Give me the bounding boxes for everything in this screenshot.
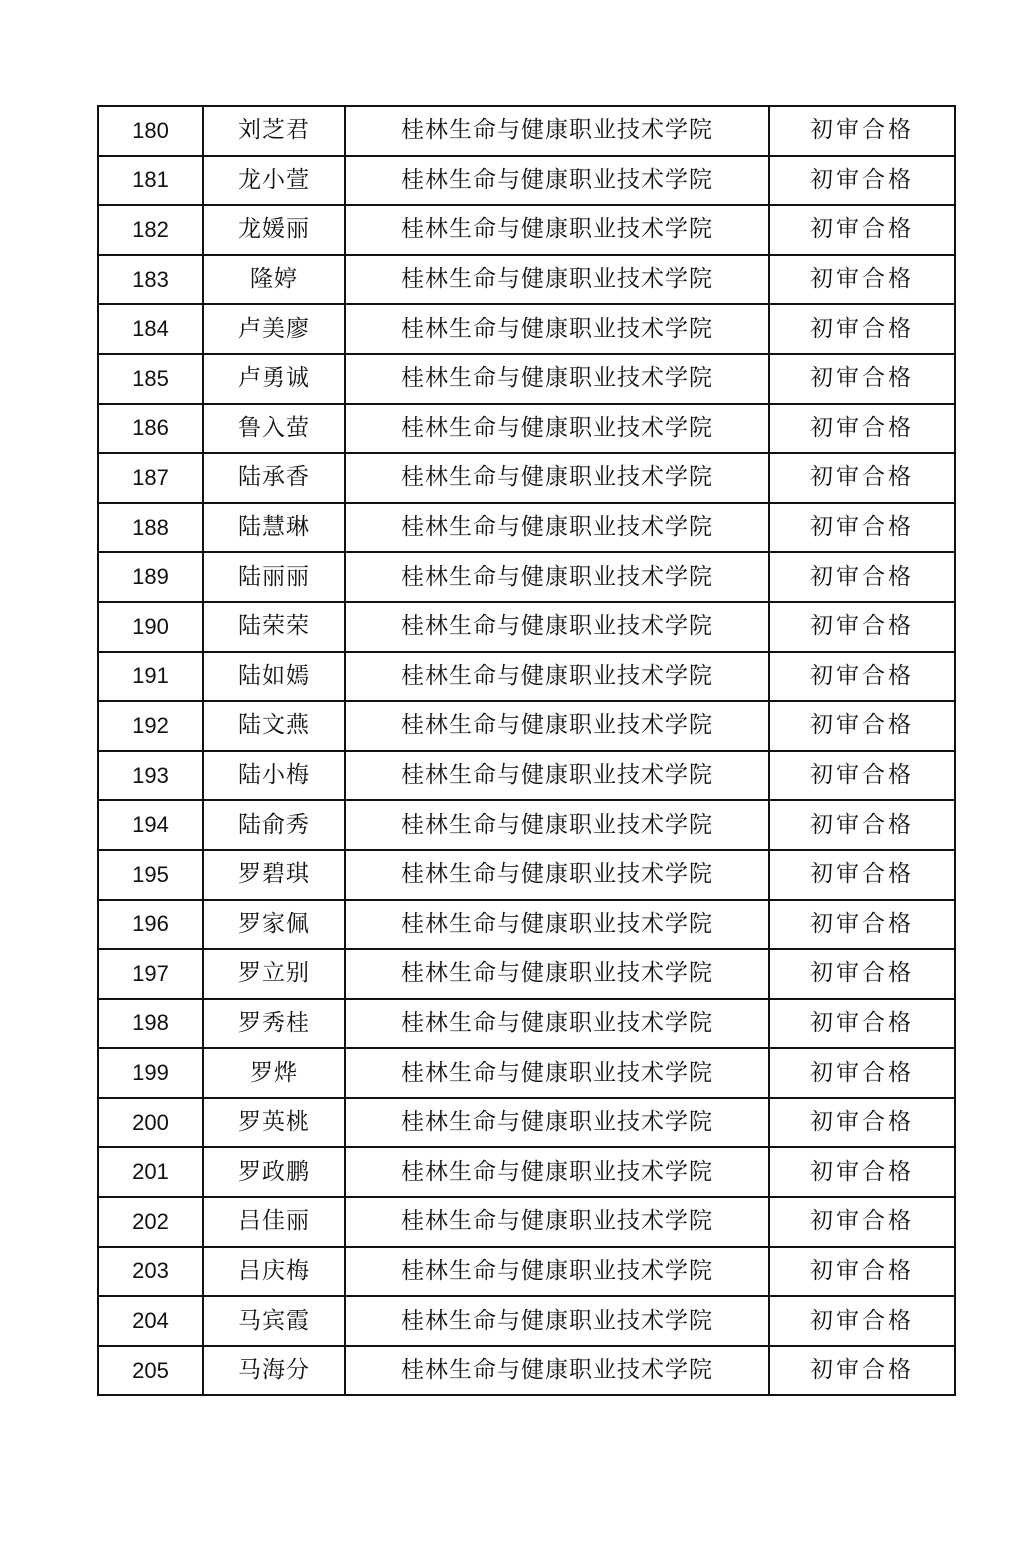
review-status: 初审合格 — [769, 900, 955, 950]
table-row — [98, 1098, 955, 1148]
candidate-name: 龙小萱 — [203, 156, 345, 206]
review-status: 初审合格 — [769, 1247, 955, 1297]
review-status: 初审合格 — [769, 999, 955, 1049]
table-row — [98, 1247, 955, 1297]
row-number: 193 — [98, 751, 203, 801]
row-number: 200 — [98, 1098, 203, 1148]
table-row — [98, 453, 955, 503]
review-status: 初审合格 — [769, 453, 955, 503]
review-status: 初审合格 — [769, 156, 955, 206]
school-name: 桂林生命与健康职业技术学院 — [345, 900, 769, 950]
candidate-name: 陆俞秀 — [203, 800, 345, 850]
school-name: 桂林生命与健康职业技术学院 — [345, 1247, 769, 1297]
school-name: 桂林生命与健康职业技术学院 — [345, 949, 769, 999]
school-name: 桂林生命与健康职业技术学院 — [345, 503, 769, 553]
row-number: 181 — [98, 156, 203, 206]
school-name: 桂林生命与健康职业技术学院 — [345, 156, 769, 206]
school-name: 桂林生命与健康职业技术学院 — [345, 602, 769, 652]
review-status: 初审合格 — [769, 1296, 955, 1346]
school-name: 桂林生命与健康职业技术学院 — [345, 1197, 769, 1247]
candidate-name: 吕佳丽 — [203, 1197, 345, 1247]
review-status: 初审合格 — [769, 949, 955, 999]
table-row — [98, 354, 955, 404]
table-row — [98, 1147, 955, 1197]
candidate-name: 罗碧琪 — [203, 850, 345, 900]
school-name: 桂林生命与健康职业技术学院 — [345, 552, 769, 602]
row-number: 204 — [98, 1296, 203, 1346]
table-row — [98, 999, 955, 1049]
row-number: 205 — [98, 1346, 203, 1396]
candidate-name: 刘芝君 — [203, 106, 345, 156]
school-name: 桂林生命与健康职业技术学院 — [345, 205, 769, 255]
table-row — [98, 652, 955, 702]
review-status: 初审合格 — [769, 850, 955, 900]
candidate-name: 卢勇诚 — [203, 354, 345, 404]
school-name: 桂林生命与健康职业技术学院 — [345, 751, 769, 801]
row-number: 186 — [98, 404, 203, 454]
review-status: 初审合格 — [769, 602, 955, 652]
review-status: 初审合格 — [769, 1098, 955, 1148]
row-number: 187 — [98, 453, 203, 503]
candidate-name: 罗家佩 — [203, 900, 345, 950]
table-row — [98, 503, 955, 553]
school-name: 桂林生命与健康职业技术学院 — [345, 999, 769, 1049]
table-row — [98, 106, 955, 156]
review-status: 初审合格 — [769, 1346, 955, 1396]
candidate-name: 马海分 — [203, 1346, 345, 1396]
review-status: 初审合格 — [769, 1197, 955, 1247]
school-name: 桂林生命与健康职业技术学院 — [345, 652, 769, 702]
row-number: 191 — [98, 652, 203, 702]
table-row — [98, 751, 955, 801]
school-name: 桂林生命与健康职业技术学院 — [345, 304, 769, 354]
candidate-name: 陆承香 — [203, 453, 345, 503]
school-name: 桂林生命与健康职业技术学院 — [345, 1098, 769, 1148]
candidate-name: 陆慧琳 — [203, 503, 345, 553]
school-name: 桂林生命与健康职业技术学院 — [345, 453, 769, 503]
candidate-table-body — [98, 106, 955, 1395]
candidate-name: 罗立别 — [203, 949, 345, 999]
candidate-name: 陆小梅 — [203, 751, 345, 801]
row-number: 196 — [98, 900, 203, 950]
review-status: 初审合格 — [769, 503, 955, 553]
table-row — [98, 1197, 955, 1247]
row-number: 185 — [98, 354, 203, 404]
review-status: 初审合格 — [769, 404, 955, 454]
row-number: 201 — [98, 1147, 203, 1197]
row-number: 189 — [98, 552, 203, 602]
table-row — [98, 1296, 955, 1346]
row-number: 182 — [98, 205, 203, 255]
candidate-name: 龙媛丽 — [203, 205, 345, 255]
candidate-name: 罗英桃 — [203, 1098, 345, 1148]
row-number: 198 — [98, 999, 203, 1049]
review-status: 初审合格 — [769, 1147, 955, 1197]
school-name: 桂林生命与健康职业技术学院 — [345, 701, 769, 751]
table-row — [98, 602, 955, 652]
candidate-name: 罗秀桂 — [203, 999, 345, 1049]
row-number: 202 — [98, 1197, 203, 1247]
table-row — [98, 404, 955, 454]
row-number: 197 — [98, 949, 203, 999]
candidate-name: 卢美廖 — [203, 304, 345, 354]
school-name: 桂林生命与健康职业技术学院 — [345, 106, 769, 156]
candidate-name: 陆丽丽 — [203, 552, 345, 602]
table-row — [98, 850, 955, 900]
candidate-name: 罗政鹏 — [203, 1147, 345, 1197]
table-row — [98, 900, 955, 950]
candidate-name: 罗烨 — [203, 1048, 345, 1098]
school-name: 桂林生命与健康职业技术学院 — [345, 404, 769, 454]
candidate-name: 隆婷 — [203, 255, 345, 305]
row-number: 199 — [98, 1048, 203, 1098]
table-row — [98, 1346, 955, 1396]
candidate-name: 陆如嫣 — [203, 652, 345, 702]
candidate-name: 马宾霞 — [203, 1296, 345, 1346]
school-name: 桂林生命与健康职业技术学院 — [345, 354, 769, 404]
candidate-name: 陆荣荣 — [203, 602, 345, 652]
review-status: 初审合格 — [769, 1048, 955, 1098]
review-status: 初审合格 — [769, 552, 955, 602]
review-status: 初审合格 — [769, 354, 955, 404]
review-status: 初审合格 — [769, 652, 955, 702]
row-number: 180 — [98, 106, 203, 156]
review-status: 初审合格 — [769, 304, 955, 354]
candidate-table — [97, 105, 956, 1396]
row-number: 192 — [98, 701, 203, 751]
row-number: 194 — [98, 800, 203, 850]
table-row — [98, 304, 955, 354]
row-number: 184 — [98, 304, 203, 354]
table-row — [98, 701, 955, 751]
table-row — [98, 255, 955, 305]
school-name: 桂林生命与健康职业技术学院 — [345, 850, 769, 900]
candidate-name: 吕庆梅 — [203, 1247, 345, 1297]
row-number: 203 — [98, 1247, 203, 1297]
row-number: 188 — [98, 503, 203, 553]
table-row — [98, 1048, 955, 1098]
review-status: 初审合格 — [769, 800, 955, 850]
row-number: 183 — [98, 255, 203, 305]
review-status: 初审合格 — [769, 106, 955, 156]
table-row — [98, 205, 955, 255]
school-name: 桂林生命与健康职业技术学院 — [345, 1048, 769, 1098]
school-name: 桂林生命与健康职业技术学院 — [345, 800, 769, 850]
review-status: 初审合格 — [769, 205, 955, 255]
row-number: 195 — [98, 850, 203, 900]
table-row — [98, 949, 955, 999]
candidate-name: 陆文燕 — [203, 701, 345, 751]
table-row — [98, 800, 955, 850]
row-number: 190 — [98, 602, 203, 652]
review-status: 初审合格 — [769, 255, 955, 305]
candidate-name: 鲁入萤 — [203, 404, 345, 454]
table-row — [98, 552, 955, 602]
school-name: 桂林生命与健康职业技术学院 — [345, 1346, 769, 1396]
review-status: 初审合格 — [769, 751, 955, 801]
school-name: 桂林生命与健康职业技术学院 — [345, 255, 769, 305]
school-name: 桂林生命与健康职业技术学院 — [345, 1147, 769, 1197]
table-row — [98, 156, 955, 206]
review-status: 初审合格 — [769, 701, 955, 751]
school-name: 桂林生命与健康职业技术学院 — [345, 1296, 769, 1346]
